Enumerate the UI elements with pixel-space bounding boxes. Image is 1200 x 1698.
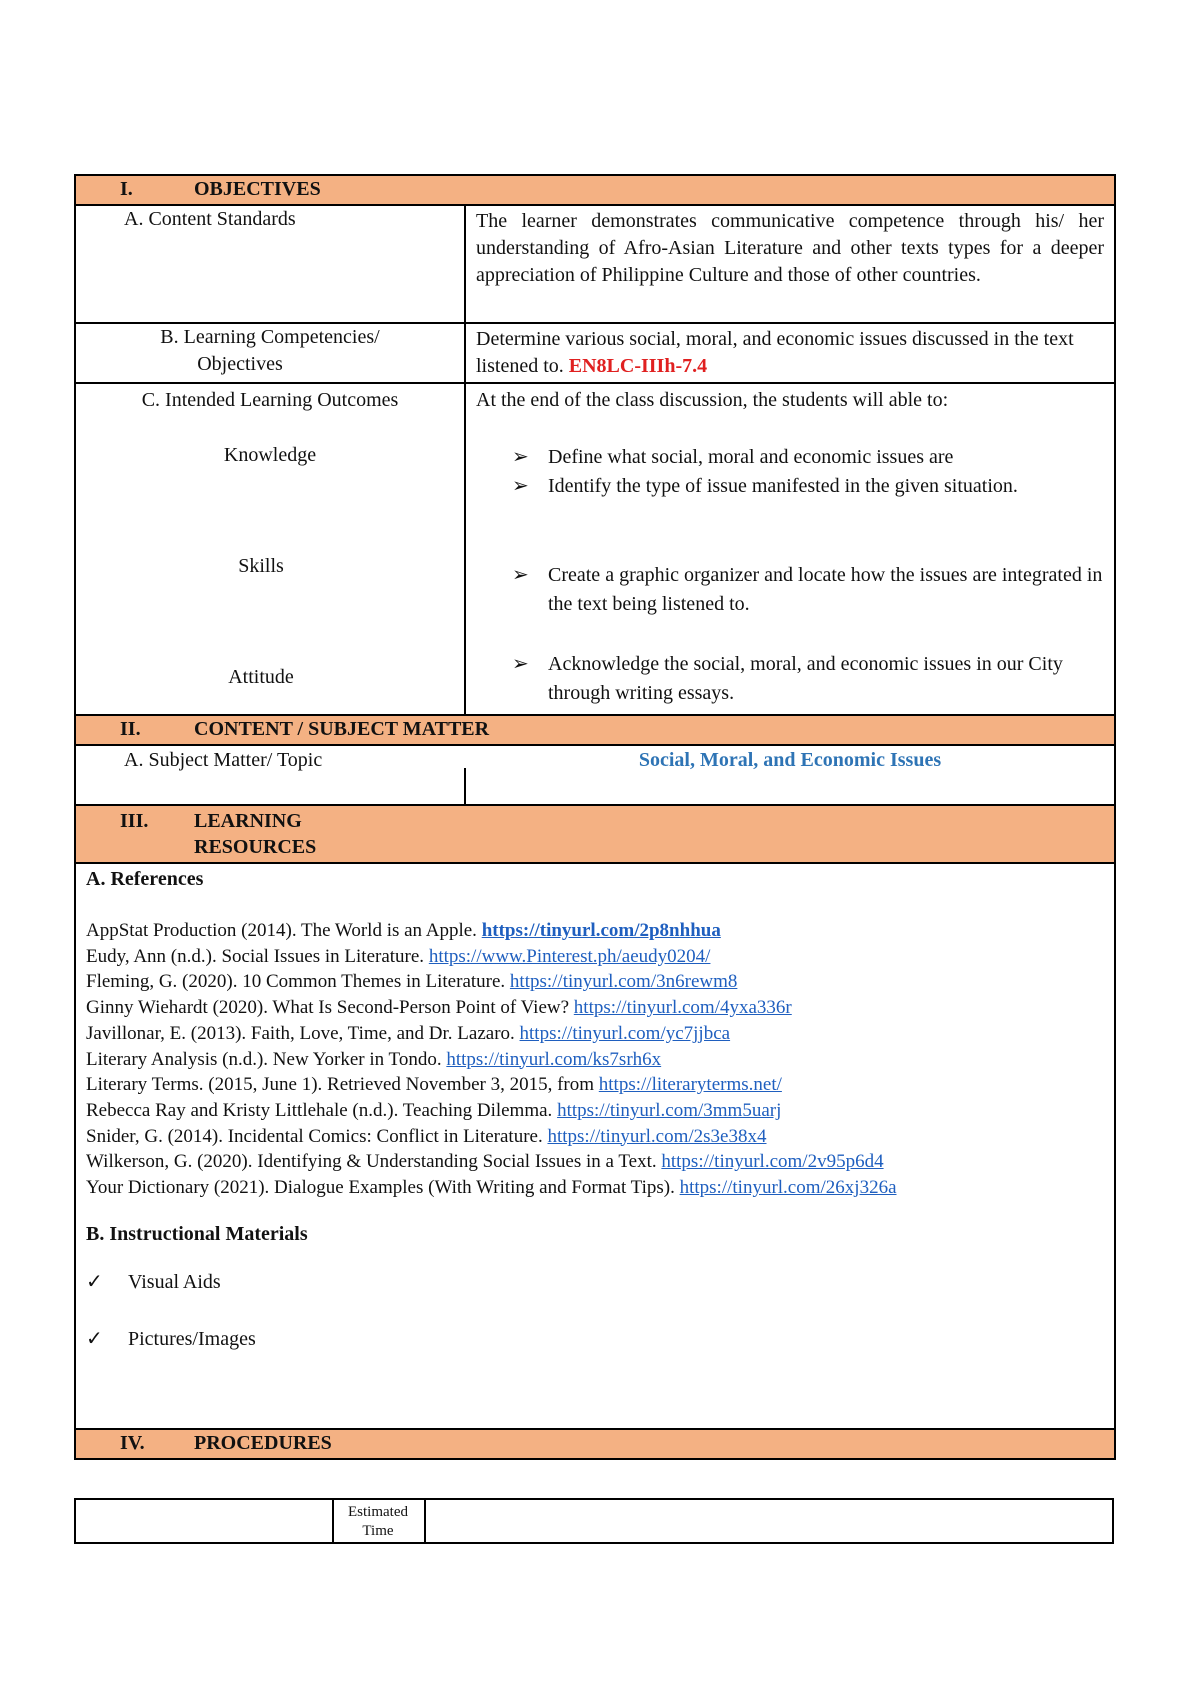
- skills-label: Skills: [238, 555, 284, 577]
- reference-link[interactable]: https://tinyurl.com/yc7jjbca: [519, 1022, 731, 1044]
- section-number: IV.: [120, 1432, 145, 1454]
- list-item: ✓ Pictures/Images: [86, 1312, 1104, 1369]
- list-item: ➢ Identify the type of issue manifested in the given situation.: [476, 472, 1104, 501]
- column-divider: [464, 768, 466, 804]
- arrow-bullet-icon: ➢: [512, 653, 529, 675]
- reference-citation: Javillonar, E. (2013). Faith, Love, Time, and Dr. Lazaro.: [86, 1022, 520, 1044]
- list-item: ✓ Visual Aids: [86, 1255, 1104, 1312]
- reference-item: [86, 944, 1104, 970]
- content-standards-row: [75, 205, 1115, 323]
- time-label: Time: [362, 1523, 394, 1539]
- reference-item: [86, 918, 1104, 944]
- resources-row: [75, 863, 1115, 1429]
- outcomes-row: [75, 383, 1115, 715]
- reference-link[interactable]: https://literaryterms.net/: [598, 1074, 782, 1096]
- estimated-label: Estimated: [348, 1504, 408, 1520]
- reference-item: [86, 1021, 1104, 1047]
- reference-citation: Snider, G. (2014). Incidental Comics: Conflict in Literature.: [86, 1125, 548, 1147]
- reference-link[interactable]: https://tinyurl.com/3n6rewm8: [509, 971, 738, 993]
- subject-matter-row: [75, 745, 1115, 805]
- reference-item: [86, 995, 1104, 1021]
- reference-link[interactable]: https://tinyurl.com/4yxa336r: [573, 997, 792, 1019]
- section-title: OBJECTIVES: [194, 178, 321, 200]
- attitude-list: [476, 650, 1104, 708]
- activity-column: [76, 1500, 334, 1542]
- reference-citation: Ginny Wiehardt (2020). What Is Second-Person Point of View?: [86, 997, 574, 1019]
- content-standards-text: The learner demonstrates communicative competence through his/ her understanding of Afro-Asian Literature and other texts types for a deeper appreciation of Philippine Culture and those of other countries.: [465, 205, 1115, 323]
- reference-item: [86, 1149, 1104, 1175]
- knowledge-label: Knowledge: [223, 444, 317, 466]
- resources-header-row: [75, 805, 1115, 863]
- reference-item: [86, 969, 1104, 995]
- competencies-row: [75, 323, 1115, 383]
- arrow-bullet-icon: ➢: [512, 564, 529, 586]
- skills-list: [476, 561, 1104, 619]
- reference-item: [86, 1072, 1104, 1098]
- reference-citation: Rebecca Ray and Kristy Littlehale (n.d.). Teaching Dilemma.: [86, 1099, 558, 1121]
- reference-link[interactable]: https://tinyurl.com/ks7srh6x: [446, 1048, 662, 1070]
- section-title-line1: LEARNING: [194, 810, 302, 832]
- section-title: PROCEDURES: [194, 1432, 332, 1454]
- competencies-label-line2: Objectives: [197, 353, 283, 375]
- lesson-plan-table: [74, 174, 1116, 1460]
- procedures-header-row: [75, 1429, 1115, 1459]
- subject-matter-label: A. Subject Matter/ Topic: [124, 749, 323, 771]
- reference-item: [86, 1124, 1104, 1150]
- knowledge-list: [476, 443, 1104, 501]
- reference-item: [86, 1175, 1104, 1201]
- references-list: [86, 918, 1104, 1201]
- section-number: III.: [120, 810, 149, 832]
- objectives-header-row: [75, 175, 1115, 205]
- reference-link[interactable]: https://tinyurl.com/2v95p6d4: [661, 1151, 884, 1173]
- reference-link[interactable]: https://tinyurl.com/2p8nhhua: [481, 920, 721, 941]
- reference-citation: Fleming, G. (2020). 10 Common Themes in Literature.: [86, 971, 510, 993]
- materials-list: [86, 1255, 1104, 1369]
- reference-link[interactable]: https://tinyurl.com/3mm5uarj: [557, 1099, 782, 1121]
- reference-citation: Eudy, Ann (n.d.). Social Issues in Literature.: [86, 945, 429, 967]
- reference-citation: Your Dictionary (2021). Dialogue Examples (With Writing and Format Tips).: [86, 1177, 680, 1199]
- reference-citation: Literary Analysis (n.d.). New Yorker in Tondo.: [86, 1048, 447, 1070]
- list-item: ➢ Define what social, moral and economic issues are: [476, 443, 1104, 472]
- arrow-bullet-icon: ➢: [512, 446, 529, 468]
- estimated-time-column: [332, 1500, 426, 1542]
- checkmark-icon: ✓: [86, 1271, 103, 1294]
- reference-link[interactable]: https://tinyurl.com/2s3e38x4: [547, 1125, 767, 1147]
- procedures-table: [74, 1498, 1114, 1544]
- content-standards-label: A. Content Standards: [124, 208, 296, 230]
- references-heading: A. References: [86, 868, 204, 890]
- attitude-label: Attitude: [228, 666, 294, 688]
- competencies-text: Determine various social, moral, and economic issues discussed in the text listened to.: [476, 328, 1074, 377]
- reference-citation: AppStat Production (2014). The World is an Apple.: [86, 920, 482, 941]
- outcomes-label: C. Intended Learning Outcomes: [141, 389, 399, 411]
- reference-item: [86, 1047, 1104, 1073]
- content-header-row: [75, 715, 1115, 745]
- section-number: II.: [120, 718, 141, 740]
- reference-item: [86, 1098, 1104, 1124]
- section-number: I.: [120, 178, 133, 200]
- section-title-line2: RESOURCES: [194, 836, 317, 858]
- reference-link[interactable]: https://tinyurl.com/26xj326a: [679, 1177, 897, 1199]
- competency-code: EN8LC-IIIh-7.4: [568, 355, 708, 377]
- checkmark-icon: ✓: [86, 1328, 103, 1351]
- section-title: CONTENT / SUBJECT MATTER: [194, 718, 490, 740]
- outcomes-intro: At the end of the class discussion, the students will able to:: [476, 389, 949, 411]
- list-item: ➢ Create a graphic organizer and locate how the issues are integrated in the text being listened to.: [476, 561, 1104, 619]
- competencies-label-line1: B. Learning Competencies/: [160, 326, 380, 348]
- materials-heading: B. Instructional Materials: [86, 1222, 308, 1245]
- reference-link[interactable]: https://www.Pinterest.ph/aeudy0204/: [428, 945, 711, 967]
- arrow-bullet-icon: ➢: [512, 475, 529, 497]
- reference-citation: Wilkerson, G. (2020). Identifying & Understanding Social Issues in a Text.: [86, 1151, 662, 1173]
- reference-citation: Literary Terms. (2015, June 1). Retrieved November 3, 2015, from: [86, 1074, 599, 1096]
- list-item: ➢ Acknowledge the social, moral, and economic issues in our City through writing essays.: [476, 650, 1104, 708]
- topic-title: Social, Moral, and Economic Issues: [638, 749, 942, 771]
